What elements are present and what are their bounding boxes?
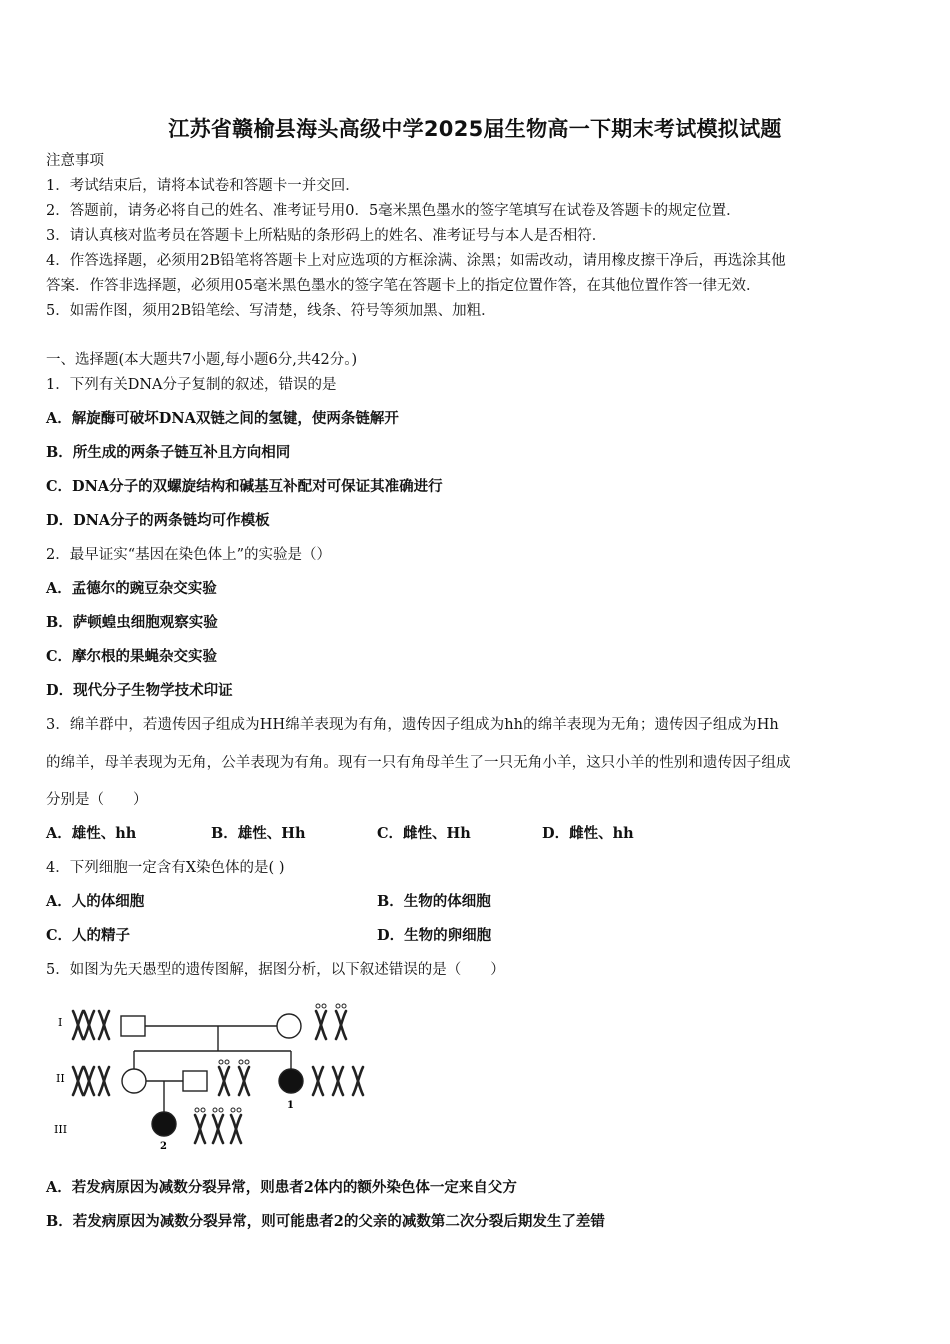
- chromosome: [316, 1011, 326, 1039]
- q2-option-a: A．孟德尔的豌豆杂交实验: [46, 580, 217, 597]
- section-heading: 一、选择题(本大题共7小题,每小题6分,共42分。): [46, 352, 358, 368]
- chromosome: [239, 1067, 249, 1095]
- question-3-stem: 3．绵羊群中，若遗传因子组成为HH绵羊表现为有角，遗传因子组成为hh的绵羊表现为无角；遗传因子组成为Hh: [46, 717, 779, 733]
- notice-item: 5．如需作图，须用2B铅笔绘、写清楚，线条、符号等须加黑、加粗．: [46, 303, 496, 319]
- husband-square: [183, 1071, 207, 1091]
- exam-title: 江苏省赣榆县海头高级中学2025届生物高一下期末考试模拟试题: [168, 117, 782, 141]
- notice-item: 2．答题前，请务必将自己的姓名、准考证号用0．5毫米黑色墨水的签字笔填写在试卷及答题卡的规定位置．: [46, 203, 741, 219]
- chromosome: [99, 1011, 109, 1039]
- q2-option-b: B．萨顿蝗虫细胞观察实验: [46, 614, 218, 631]
- chromosome: [219, 1067, 229, 1095]
- question-5-stem: 5．如图为先天愚型的遗传图解，据图分析，以下叙述错误的是（ ）: [46, 962, 505, 978]
- chromosome: [73, 1067, 83, 1095]
- question-1-stem: 1．下列有关DNA分子复制的叙述，错误的是: [46, 377, 337, 393]
- notice-item: 4．作答选择题，必须用2B铅笔将答题卡上对应选项的方框涂满、涂黑；如需改动，请用橡皮擦干净后，再选涂其他: [46, 253, 786, 269]
- notice-item: 1．考试结束后，请将本试卷和答题卡一并交回．: [46, 178, 360, 194]
- question-3-stem-cont: 分别是（ ）: [46, 792, 148, 808]
- chromosome-satellite: [213, 1108, 223, 1112]
- q4-option-b: B．生物的体细胞: [377, 893, 491, 910]
- generation-label: III: [54, 1123, 68, 1136]
- mother-circle: [277, 1014, 301, 1038]
- q1-option-b: B．所生成的两条子链互补且方向相同: [46, 444, 291, 461]
- q1-option-d: D．DNA分子的两条链均可作模板: [46, 512, 270, 529]
- chromosome: [195, 1115, 205, 1143]
- chromosome: [99, 1067, 109, 1095]
- q4-option-a: A．人的体细胞: [46, 893, 145, 910]
- affected-female-1: [279, 1069, 303, 1093]
- chromosome-satellite: [231, 1108, 241, 1112]
- daughter-circle: [122, 1069, 146, 1093]
- notice-item: 答案．作答非选择题，必须用05毫米黑色墨水的签字笔在答题卡上的指定位置作答，在其他位置作答一律无效．: [46, 278, 761, 294]
- chromosome: [84, 1011, 94, 1039]
- q1-option-c: C．DNA分子的双螺旋结构和碱基互补配对可保证其准确进行: [46, 478, 443, 495]
- q4-option-d: D．生物的卵细胞: [377, 927, 492, 944]
- chromosome: [333, 1067, 343, 1095]
- q3-option-d: D．雌性、hh: [542, 825, 634, 842]
- q2-option-d: D．现代分子生物学技术印证: [46, 682, 233, 699]
- individual-label: 1: [287, 1100, 294, 1111]
- pedigree-figure: [48, 993, 378, 1153]
- q5-option-b: B．若发病原因为减数分裂异常，则可能患者2的父亲的减数第二次分裂后期发生了差错: [46, 1213, 605, 1230]
- chromosome: [336, 1011, 346, 1039]
- chromosome-satellite: [239, 1060, 249, 1064]
- chromosome-satellite: [219, 1060, 229, 1064]
- generation-label: I: [58, 1016, 63, 1029]
- affected-child-2: [152, 1112, 176, 1136]
- chromosome: [84, 1067, 94, 1095]
- chromosome: [213, 1115, 223, 1143]
- notice-item: 3．请认真核对监考员在答题卡上所粘贴的条形码上的姓名、准考证号与本人是否相符．: [46, 228, 607, 244]
- q3-option-b: B．雄性、Hh: [211, 825, 306, 842]
- chromosome-satellite: [336, 1004, 346, 1008]
- generation-label: II: [56, 1072, 65, 1085]
- chromosome: [353, 1067, 363, 1095]
- q4-option-c: C．人的精子: [46, 927, 131, 944]
- father-square: [121, 1016, 145, 1036]
- q1-option-a: A．解旋酶可破坏DNA双链之间的氢键，使两条链解开: [46, 410, 399, 427]
- chromosome: [73, 1011, 83, 1039]
- chromosome-satellite: [195, 1108, 205, 1112]
- q3-option-a: A．雄性、hh: [46, 825, 137, 842]
- chromosome: [231, 1115, 241, 1143]
- question-2-stem: 2．最早证实“基因在染色体上”的实验是（）: [46, 547, 332, 563]
- q3-option-c: C．雌性、Hh: [377, 825, 471, 842]
- notice-heading: 注意事项: [46, 153, 104, 169]
- q2-option-c: C．摩尔根的果蝇杂交实验: [46, 648, 218, 665]
- question-3-stem-cont: 的绵羊，母羊表现为无角，公羊表现为有角。现有一只有角母羊生了一只无角小羊，这只小羊的性别和遗传因子组成: [46, 755, 791, 771]
- individual-label: 2: [160, 1141, 167, 1152]
- chromosome: [313, 1067, 323, 1095]
- chromosome-satellite: [316, 1004, 326, 1008]
- question-4-stem: 4．下列细胞一定含有X染色体的是( ): [46, 860, 285, 876]
- q5-option-a: A．若发病原因为减数分裂异常，则患者2体内的额外染色体一定来自父方: [46, 1179, 517, 1196]
